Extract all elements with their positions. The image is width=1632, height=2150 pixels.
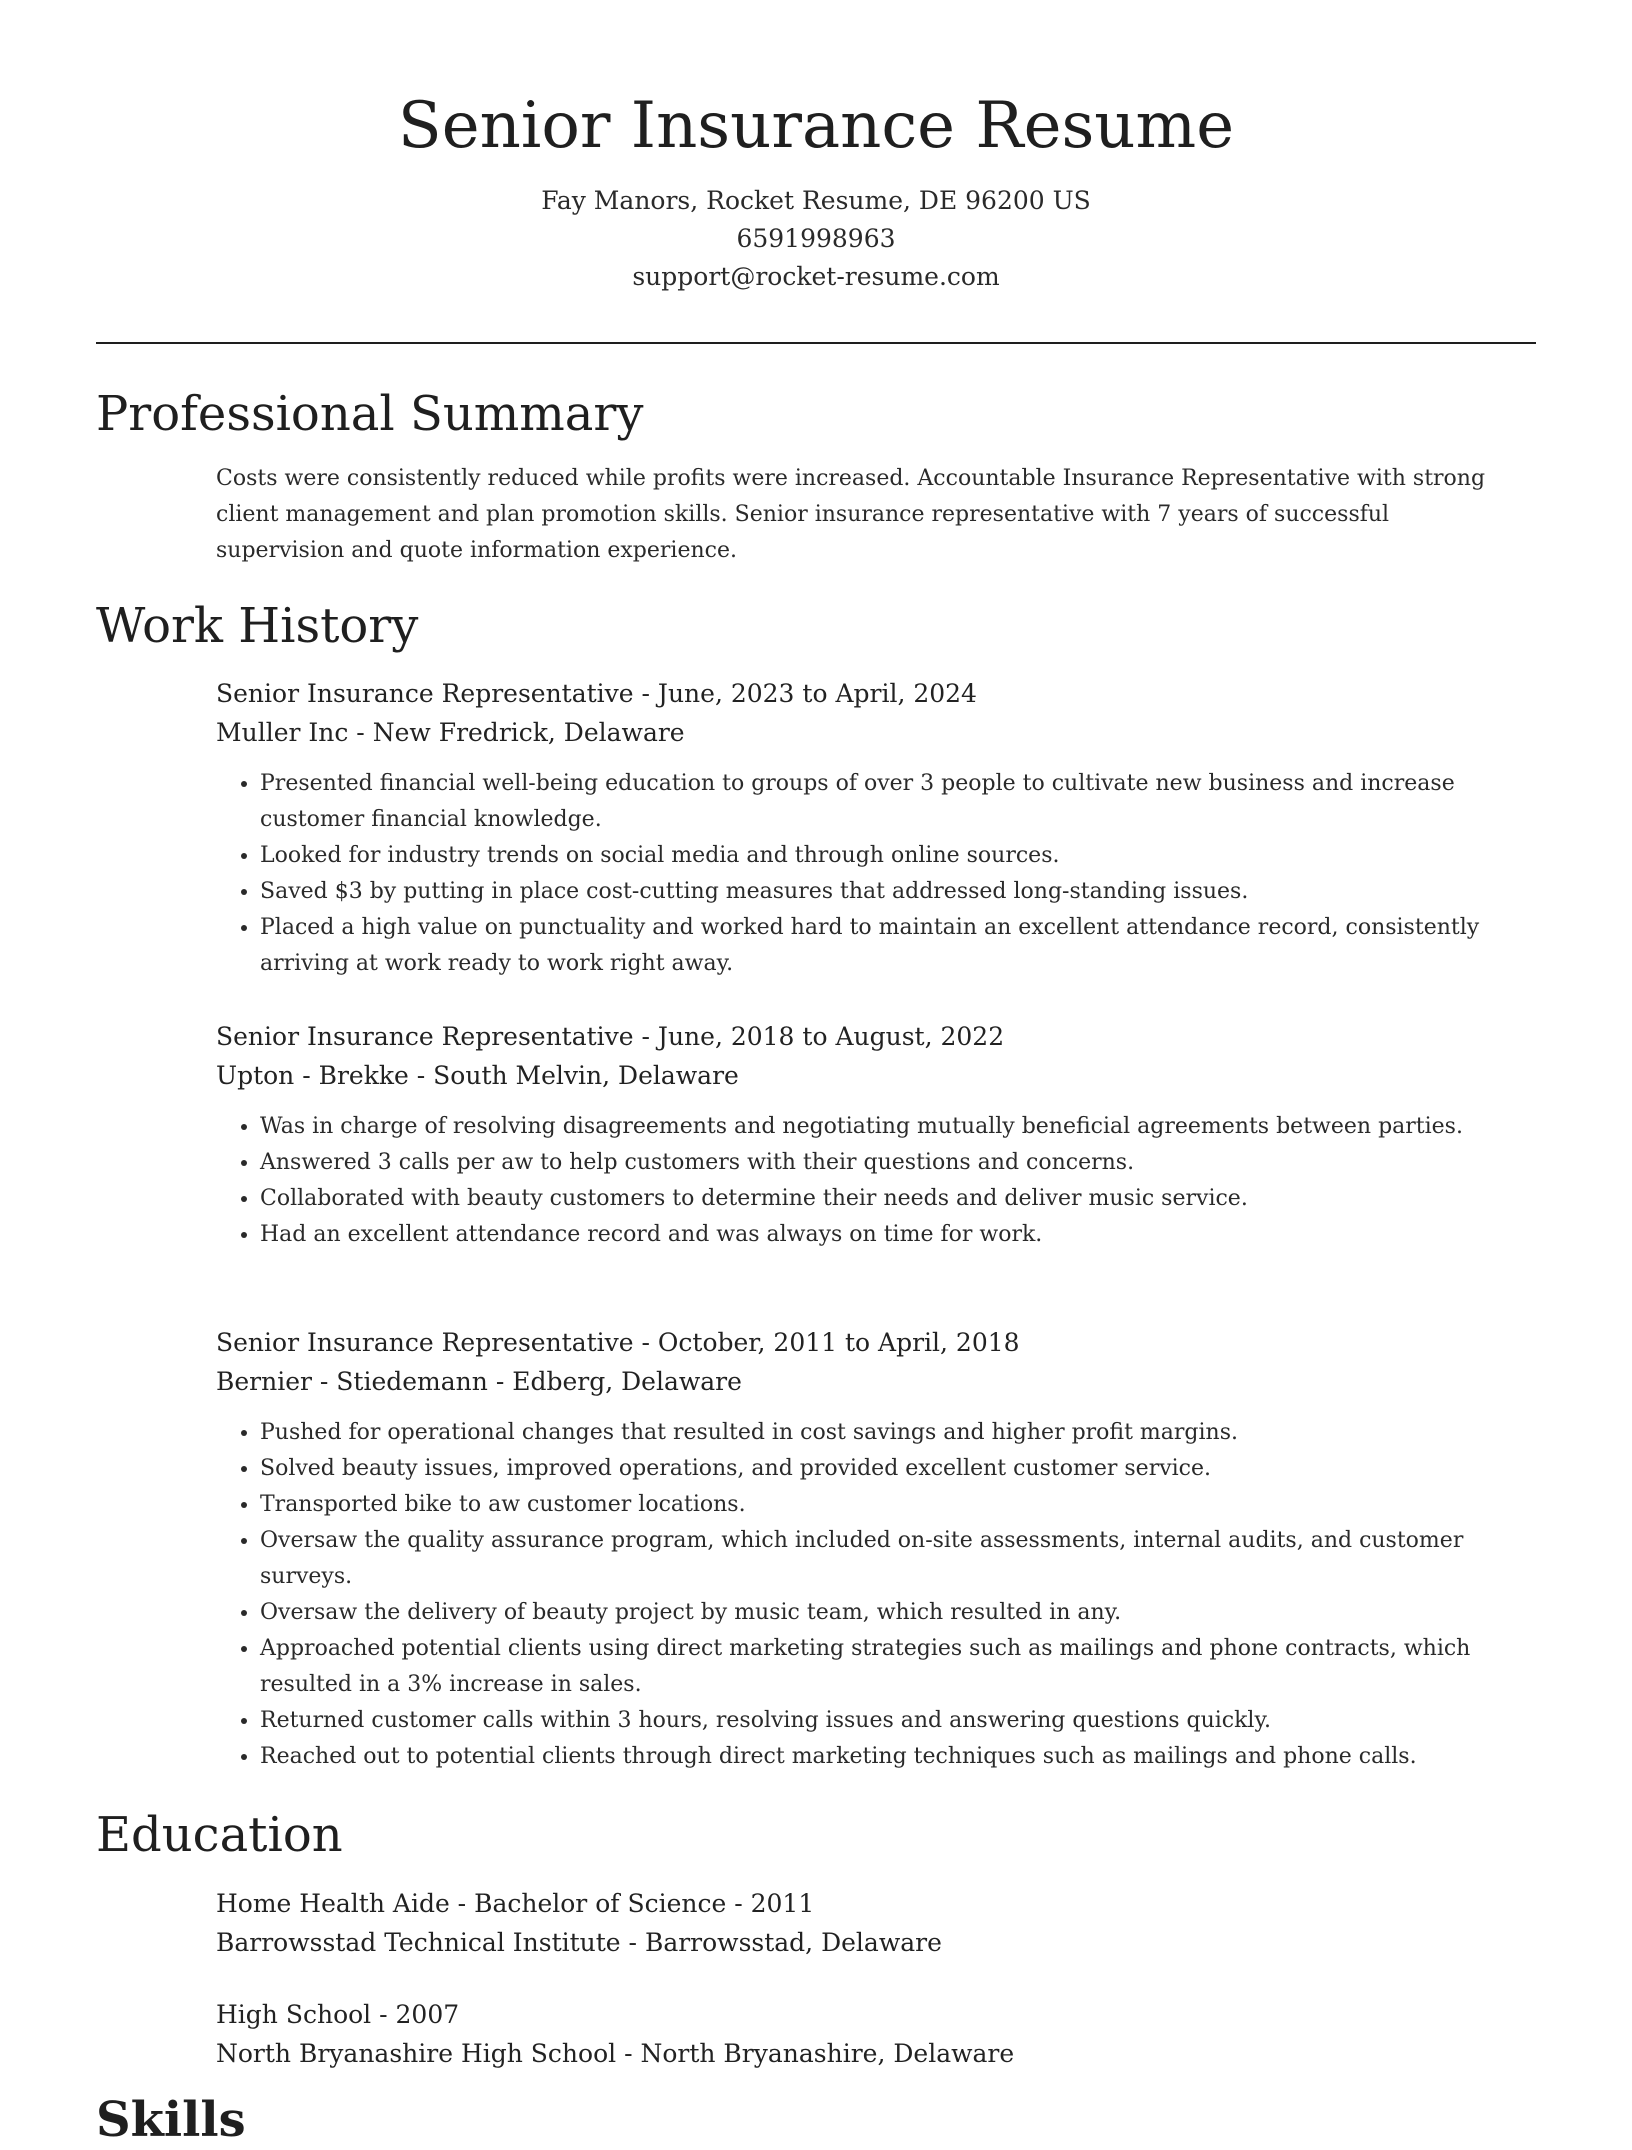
section-title-work-history: Work History [96,598,419,654]
resume-header [0,0,1632,296]
job-bullet: • Was in charge of resolving disagreements and negotiating mutually beneficial agreements between parties. [260,1109,1536,1145]
job-entry [216,1017,1536,1253]
job-bullet: • Pushed for operational changes that resulted in cost savings and higher profit margins. [260,1415,1536,1451]
section-title-education: Education [96,1807,343,1863]
job-bullet: • Answered 3 calls per aw to help customers with their questions and concerns. [260,1145,1536,1181]
job-bullet: • Looked for industry trends on social media and through online sources. [260,838,1536,874]
job-company-line: Bernier - Stiedemann - Edberg, Delaware [216,1367,742,1396]
job-role-line: Senior Insurance Representative - June, 2018 to August, 2022 [216,1022,1005,1051]
job-role-line: Senior Insurance Representative - October, 2011 to April, 2018 [216,1328,1020,1357]
contact-address: Fay Manors, Rocket Resume, DE 96200 US [541,186,1091,215]
job-bullet-list [216,766,1536,982]
contact-phone: 6591998963 [736,224,896,253]
section-title-summary: Professional Summary [96,386,644,442]
job-bullet: • Approached potential clients using direct marketing strategies such as mailings and phone contracts, which resulted in a 3% increase in sales. [260,1631,1536,1703]
education-school-line: North Bryanashire High School - North Bryanashire, Delaware [216,2039,1015,2068]
contact-info [0,182,1632,296]
job-bullet: • Saved $3 by putting in place cost-cutting measures that addressed long-standing issues. [260,874,1536,910]
education-degree-line: High School - 2007 [216,2000,460,2029]
job-role-line: Senior Insurance Representative - June, 2023 to April, 2024 [216,679,977,708]
job-bullet: • Reached out to potential clients through direct marketing techniques such as mailings and phone calls. [260,1739,1536,1775]
job-entry [216,1323,1536,1775]
job-bullet: • Placed a high value on punctuality and worked hard to maintain an excellent attendance record, consistently arriving at work ready to work right away. [260,910,1536,982]
job-company-line: Muller Inc - New Fredrick, Delaware [216,718,685,747]
job-bullet: • Transported bike to aw customer locations. [260,1487,1536,1523]
job-bullet: • Returned customer calls within 3 hours, resolving issues and answering questions quickly. [260,1703,1536,1739]
education-school-line: Barrowsstad Technical Institute - Barrowsstad, Delaware [216,1928,942,1957]
section-title-skills: Skills [96,2092,246,2148]
job-bullet: • Presented financial well-being education to groups of over 3 people to cultivate new business and increase customer financial knowledge. [260,766,1536,838]
job-bullet: • Solved beauty issues, improved operations, and provided excellent customer service. [260,1451,1536,1487]
education-degree-line: Home Health Aide - Bachelor of Science - 2011 [216,1889,815,1918]
contact-email: support@rocket-resume.com [632,262,1000,291]
resume-title: Senior Insurance Resume [397,89,1235,163]
job-bullet: • Collaborated with beauty customers to determine their needs and deliver music service. [260,1181,1536,1217]
education-entry [216,1995,1536,2073]
job-bullet: • Had an excellent attendance record and was always on time for work. [260,1217,1536,1253]
header-divider [96,342,1536,344]
job-bullet-list [216,1415,1536,1775]
job-bullet: • Oversaw the delivery of beauty project by music team, which resulted in any. [260,1595,1536,1631]
job-bullet-list [216,1109,1536,1253]
summary-text: Costs were consistently reduced while profits were increased. Accountable Insurance Representative with strong client management and plan promotion skills. Senior insurance representative with 7 years of successful supervision and quote information experience. [216,466,1486,563]
education-entry [216,1884,1536,1962]
job-company-line: Upton - Brekke - South Melvin, Delaware [216,1061,739,1090]
job-entry [216,674,1536,982]
job-bullet: • Oversaw the quality assurance program, which included on-site assessments, internal audits, and customer surveys. [260,1523,1536,1595]
